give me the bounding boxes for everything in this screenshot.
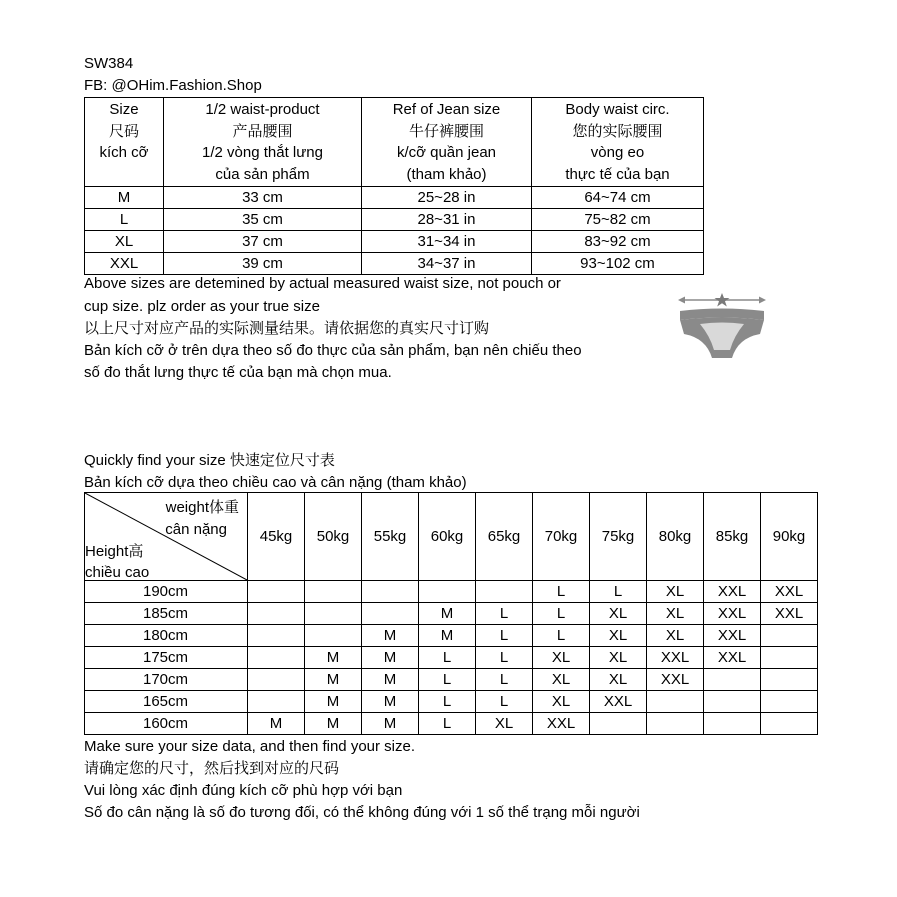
size-cell: L bbox=[476, 603, 533, 625]
size-cell bbox=[305, 581, 362, 603]
header-body-waist bbox=[532, 98, 704, 187]
table-row bbox=[85, 625, 818, 647]
cell-half-waist: 39 cm bbox=[164, 253, 362, 275]
corner-height-label-vn: chiều cao bbox=[85, 564, 150, 581]
cell-body-waist: 75~82 cm bbox=[532, 209, 704, 231]
header-jean-en: Ref of Jean size bbox=[392, 101, 501, 118]
corner-cell bbox=[85, 493, 248, 581]
header-half-waist bbox=[164, 98, 362, 187]
cell-size: M bbox=[85, 187, 164, 209]
height-cell: 170cm bbox=[85, 669, 248, 691]
size-cell bbox=[419, 581, 476, 603]
size-cell: M bbox=[419, 625, 476, 647]
header-half-waist-vn: 1/2 vòng thắt lưng bbox=[202, 144, 323, 161]
size-cell: XXL bbox=[704, 625, 761, 647]
height-weight-table bbox=[84, 492, 818, 735]
note2-line-4: Số đo cân nặng là số đo tương đối, có thể không đúng với 1 số thể trạng mỗi người bbox=[84, 804, 640, 821]
size-cell: L bbox=[419, 691, 476, 713]
size-cell bbox=[761, 647, 818, 669]
size-cell: XXL bbox=[761, 603, 818, 625]
weight-header: 55kg bbox=[362, 493, 419, 581]
weight-header: 60kg bbox=[419, 493, 476, 581]
size-cell: L bbox=[419, 669, 476, 691]
weight-header: 85kg bbox=[704, 493, 761, 581]
size-cell: XL bbox=[647, 603, 704, 625]
size-cell: XXL bbox=[761, 581, 818, 603]
size-cell: XL bbox=[590, 625, 647, 647]
section-title: Quickly find your size 快速定位尺寸表 bbox=[84, 452, 335, 469]
corner-diagonal bbox=[85, 493, 247, 580]
briefs-measure-illustration bbox=[676, 290, 768, 366]
size-cell: M bbox=[362, 713, 419, 735]
size-cell: XXL bbox=[590, 691, 647, 713]
note-line-3: 以上尺寸对应产品的实际测量结果。请依据您的真实尺寸订购 bbox=[84, 320, 490, 337]
note-line-4: Bản kích cỡ ở trên dựa theo số đo thực của sản phẩm, bạn nên chiếu theo bbox=[84, 342, 582, 359]
header-size-vn: kích cỡ bbox=[99, 144, 149, 161]
size-cell: M bbox=[362, 691, 419, 713]
size-cell: M bbox=[305, 713, 362, 735]
table-row bbox=[85, 669, 818, 691]
size-cell: XL bbox=[590, 647, 647, 669]
size-table-header bbox=[85, 98, 704, 187]
cell-jean: 28~31 in bbox=[362, 209, 532, 231]
header-body-vn: vòng eo bbox=[590, 144, 645, 161]
hw-table-body bbox=[85, 581, 818, 735]
size-cell: XXL bbox=[647, 647, 704, 669]
table-row bbox=[85, 581, 818, 603]
facebook-handle: FB: @OHim.Fashion.Shop bbox=[84, 77, 262, 94]
size-cell: L bbox=[476, 669, 533, 691]
size-cell bbox=[248, 647, 305, 669]
note2-line-3: Vui lòng xác định đúng kích cỡ phù hợp với bạn bbox=[84, 782, 403, 799]
size-cell: L bbox=[533, 603, 590, 625]
weight-header: 50kg bbox=[305, 493, 362, 581]
size-cell bbox=[761, 669, 818, 691]
size-cell: L bbox=[419, 647, 476, 669]
size-cell bbox=[647, 691, 704, 713]
size-cell: XL bbox=[476, 713, 533, 735]
weight-header: 45kg bbox=[248, 493, 305, 581]
table-row bbox=[85, 691, 818, 713]
cell-jean: 34~37 in bbox=[362, 253, 532, 275]
size-cell bbox=[248, 581, 305, 603]
weight-header: 90kg bbox=[761, 493, 818, 581]
height-cell: 180cm bbox=[85, 625, 248, 647]
size-cell: XXL bbox=[704, 647, 761, 669]
height-cell: 160cm bbox=[85, 713, 248, 735]
corner-height-label: Height高 bbox=[85, 543, 144, 560]
note-line-1: Above sizes are detemined by actual measured waist size, not pouch or bbox=[84, 275, 561, 292]
size-cell bbox=[305, 625, 362, 647]
table-row bbox=[85, 603, 818, 625]
size-cell: L bbox=[476, 625, 533, 647]
size-cell bbox=[248, 603, 305, 625]
cell-jean: 25~28 in bbox=[362, 187, 532, 209]
cell-half-waist: 33 cm bbox=[164, 187, 362, 209]
size-cell: M bbox=[248, 713, 305, 735]
table-row bbox=[85, 209, 704, 231]
header-size-en: Size bbox=[109, 101, 139, 118]
size-cell bbox=[704, 691, 761, 713]
cell-body-waist: 93~102 cm bbox=[532, 253, 704, 275]
size-cell: XL bbox=[533, 669, 590, 691]
corner-weight-label: weight体重 bbox=[165, 499, 239, 516]
header-size-cn: 尺码 bbox=[108, 122, 139, 140]
size-cell: L bbox=[476, 691, 533, 713]
size-cell bbox=[590, 713, 647, 735]
size-cell bbox=[248, 625, 305, 647]
size-cell: XL bbox=[533, 691, 590, 713]
cell-half-waist: 37 cm bbox=[164, 231, 362, 253]
weight-header: 65kg bbox=[476, 493, 533, 581]
briefs-icon bbox=[676, 290, 768, 366]
size-cell bbox=[761, 625, 818, 647]
size-cell: M bbox=[305, 691, 362, 713]
header-body-vn2: thực tế của bạn bbox=[565, 165, 670, 183]
header-body-cn: 您的实际腰围 bbox=[572, 122, 663, 140]
note2-line-2: 请确定您的尺寸，然后找到对应的尺码 bbox=[84, 760, 340, 777]
header-jean-vn2: (tham khảo) bbox=[406, 165, 487, 183]
size-cell: M bbox=[419, 603, 476, 625]
cell-size: XL bbox=[85, 231, 164, 253]
size-table bbox=[84, 97, 704, 275]
size-cell bbox=[248, 669, 305, 691]
cell-size: XXL bbox=[85, 253, 164, 275]
cell-size: L bbox=[85, 209, 164, 231]
cell-body-waist: 83~92 cm bbox=[532, 231, 704, 253]
corner-weight-label-vn: cân nặng bbox=[165, 521, 227, 538]
height-cell: 165cm bbox=[85, 691, 248, 713]
size-cell bbox=[704, 713, 761, 735]
size-cell bbox=[761, 713, 818, 735]
table-row bbox=[85, 713, 818, 735]
size-cell: XXL bbox=[647, 669, 704, 691]
size-cell: XXL bbox=[533, 713, 590, 735]
size-cell bbox=[362, 581, 419, 603]
hw-header-row bbox=[85, 493, 818, 581]
size-cell: M bbox=[362, 647, 419, 669]
size-cell bbox=[248, 691, 305, 713]
section-subtitle: Bản kích cỡ dựa theo chiều cao và cân nặng (tham khảo) bbox=[84, 474, 467, 491]
table-row bbox=[85, 231, 704, 253]
size-cell: XXL bbox=[704, 603, 761, 625]
size-cell: M bbox=[305, 647, 362, 669]
header-half-waist-en: 1/2 waist-product bbox=[205, 101, 320, 118]
size-cell bbox=[476, 581, 533, 603]
table-row bbox=[85, 647, 818, 669]
product-code: SW384 bbox=[84, 55, 134, 72]
cell-body-waist: 64~74 cm bbox=[532, 187, 704, 209]
size-cell bbox=[362, 603, 419, 625]
header-size bbox=[85, 98, 164, 187]
size-cell: L bbox=[590, 581, 647, 603]
header-jean-cn: 牛仔裤腰围 bbox=[408, 122, 484, 140]
header-half-waist-vn2: của sản phẩm bbox=[215, 165, 310, 183]
weight-header: 75kg bbox=[590, 493, 647, 581]
size-cell: L bbox=[533, 581, 590, 603]
height-cell: 190cm bbox=[85, 581, 248, 603]
cell-half-waist: 35 cm bbox=[164, 209, 362, 231]
size-cell: XL bbox=[647, 625, 704, 647]
size-cell: XL bbox=[590, 603, 647, 625]
height-cell: 185cm bbox=[85, 603, 248, 625]
header-body-en: Body waist circ. bbox=[565, 101, 670, 118]
size-cell: XXL bbox=[704, 581, 761, 603]
size-cell bbox=[305, 603, 362, 625]
size-cell: M bbox=[362, 669, 419, 691]
note-line-2: cup size. plz order as your true size bbox=[84, 298, 320, 315]
note2-line-1: Make sure your size data, and then find your size. bbox=[84, 738, 416, 755]
size-cell bbox=[704, 669, 761, 691]
weight-header: 70kg bbox=[533, 493, 590, 581]
size-cell: M bbox=[305, 669, 362, 691]
header-jean-vn: k/cỡ quần jean bbox=[396, 144, 497, 161]
size-cell: XL bbox=[590, 669, 647, 691]
size-cell: M bbox=[362, 625, 419, 647]
size-cell: L bbox=[419, 713, 476, 735]
table-row bbox=[85, 253, 704, 275]
header-jean-size bbox=[362, 98, 532, 187]
table-row bbox=[85, 187, 704, 209]
header-half-waist-cn: 产品腰围 bbox=[232, 122, 293, 140]
weight-header: 80kg bbox=[647, 493, 704, 581]
note-line-5: số đo thắt lưng thực tế của bạn mà chọn mua. bbox=[84, 364, 392, 381]
size-cell bbox=[647, 713, 704, 735]
size-cell bbox=[761, 691, 818, 713]
height-cell: 175cm bbox=[85, 647, 248, 669]
header-size-blank bbox=[85, 164, 163, 185]
size-cell: XL bbox=[647, 581, 704, 603]
size-cell: L bbox=[533, 625, 590, 647]
size-cell: XL bbox=[533, 647, 590, 669]
cell-jean: 31~34 in bbox=[362, 231, 532, 253]
size-cell: L bbox=[476, 647, 533, 669]
